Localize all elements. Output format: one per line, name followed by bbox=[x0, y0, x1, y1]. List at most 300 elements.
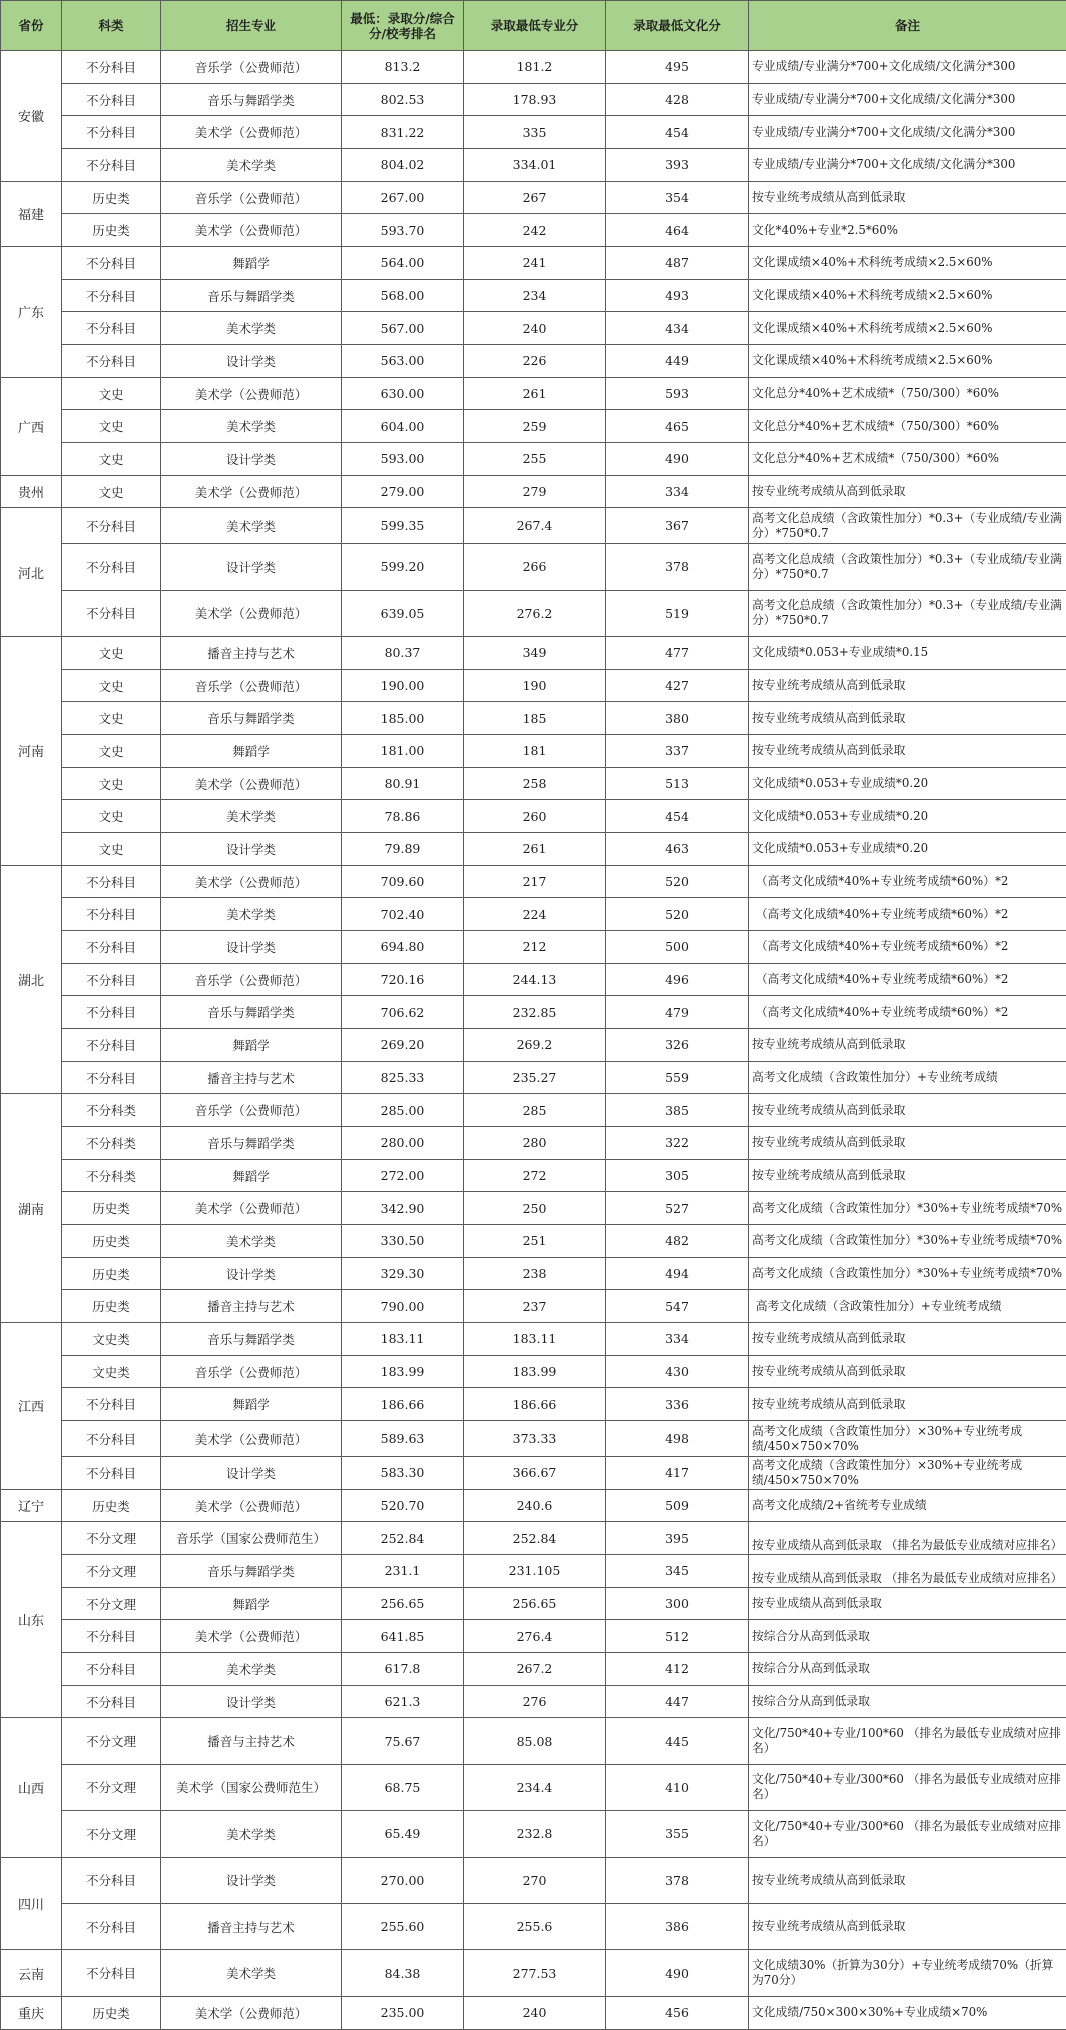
min-score-cell: 630.00 bbox=[342, 377, 464, 410]
province-cell: 广东 bbox=[1, 247, 62, 378]
category-cell: 不分文理 bbox=[62, 1764, 161, 1810]
min-score-cell: 520.70 bbox=[342, 1489, 464, 1522]
category-cell: 不分科目 bbox=[62, 149, 161, 182]
min-major-score-cell: 349 bbox=[464, 637, 606, 670]
note-cell: 文化/750*40+专业/300*60 （排名为最低专业成绩对应排名） bbox=[749, 1764, 1066, 1810]
min-score-cell: 330.50 bbox=[342, 1225, 464, 1258]
min-culture-score-cell: 305 bbox=[606, 1159, 749, 1192]
min-major-score-cell: 240.6 bbox=[464, 1489, 606, 1522]
min-major-score-cell: 244.13 bbox=[464, 963, 606, 996]
category-cell: 历史类 bbox=[62, 1996, 161, 2029]
min-score-cell: 563.00 bbox=[342, 345, 464, 378]
major-cell: 设计学类 bbox=[161, 345, 342, 378]
min-culture-score-cell: 367 bbox=[606, 508, 749, 544]
category-cell: 不分科目 bbox=[62, 1903, 161, 1949]
table-row bbox=[1, 1355, 1066, 1388]
min-culture-score-cell: 334 bbox=[606, 1323, 749, 1356]
note-cell: 高考文化成绩/2+省统考专业成绩 bbox=[749, 1489, 1066, 1522]
major-cell: 美术学类 bbox=[161, 508, 342, 544]
min-score-cell: 790.00 bbox=[342, 1290, 464, 1323]
major-cell: 美术学（公费师范） bbox=[161, 214, 342, 247]
min-culture-score-cell: 527 bbox=[606, 1192, 749, 1225]
table-row bbox=[1, 865, 1066, 898]
min-culture-score-cell: 337 bbox=[606, 735, 749, 768]
province-cell: 广西 bbox=[1, 377, 62, 475]
note-cell: 按专业统考成绩从高到低录取 bbox=[749, 1127, 1066, 1160]
table-row bbox=[1, 996, 1066, 1029]
note-cell: 高考文化总成绩（含政策性加分）*0.3+（专业成绩/专业满分）*750*0.7 bbox=[749, 544, 1066, 590]
table-row bbox=[1, 377, 1066, 410]
note-cell: 高考文化总成绩（含政策性加分）*0.3+（专业成绩/专业满分）*750*0.7 bbox=[749, 508, 1066, 544]
min-culture-score-cell: 509 bbox=[606, 1489, 749, 1522]
table-row bbox=[1, 1290, 1066, 1323]
table-row bbox=[1, 83, 1066, 116]
note-cell: （高考文化成绩*40%+专业统考成绩*60%）*2 bbox=[749, 865, 1066, 898]
table-row bbox=[1, 51, 1066, 84]
note-cell: 高考文化成绩（含政策性加分）×30%+专业统考成绩/450×750×70% bbox=[749, 1457, 1066, 1490]
table-row bbox=[1, 1323, 1066, 1356]
province-cell: 辽宁 bbox=[1, 1489, 62, 1522]
major-cell: 美术学（公费师范） bbox=[161, 377, 342, 410]
major-cell: 播音主持与艺术 bbox=[161, 637, 342, 670]
major-cell: 舞蹈学 bbox=[161, 1159, 342, 1192]
min-major-score-cell: 366.67 bbox=[464, 1457, 606, 1490]
note-cell: 按专业成绩从高到低录取 （排名为最低专业成绩对应排名） bbox=[749, 1555, 1066, 1588]
min-major-score-cell: 276 bbox=[464, 1685, 606, 1718]
category-cell: 不分科目 bbox=[62, 1620, 161, 1653]
note-cell: 专业成绩/专业满分*700+文化成绩/文化满分*300 bbox=[749, 83, 1066, 116]
min-culture-score-cell: 355 bbox=[606, 1811, 749, 1857]
min-score-cell: 270.00 bbox=[342, 1857, 464, 1903]
note-cell: 高考文化成绩（含政策性加分）*30%+专业统考成绩*70% bbox=[749, 1225, 1066, 1258]
category-cell: 文史 bbox=[62, 410, 161, 443]
table-row bbox=[1, 1764, 1066, 1810]
min-score-cell: 342.90 bbox=[342, 1192, 464, 1225]
major-cell: 设计学类 bbox=[161, 1685, 342, 1718]
min-culture-score-cell: 449 bbox=[606, 345, 749, 378]
min-major-score-cell: 242 bbox=[464, 214, 606, 247]
min-major-score-cell: 260 bbox=[464, 800, 606, 833]
major-cell: 美术学类 bbox=[161, 1811, 342, 1857]
province-cell: 重庆 bbox=[1, 1996, 62, 2029]
note-cell: 文化课成绩×40%+术科统考成绩×2.5×60% bbox=[749, 279, 1066, 312]
min-culture-score-cell: 547 bbox=[606, 1290, 749, 1323]
category-cell: 不分科目 bbox=[62, 279, 161, 312]
min-score-cell: 84.38 bbox=[342, 1950, 464, 1996]
category-cell: 不分科目 bbox=[62, 51, 161, 84]
major-cell: 美术学类 bbox=[161, 149, 342, 182]
category-cell: 文史 bbox=[62, 702, 161, 735]
min-culture-score-cell: 512 bbox=[606, 1620, 749, 1653]
table-row bbox=[1, 767, 1066, 800]
table-row bbox=[1, 247, 1066, 280]
min-major-score-cell: 237 bbox=[464, 1290, 606, 1323]
note-cell: 文化总分*40%+艺术成绩*（750/300）*60% bbox=[749, 443, 1066, 476]
min-culture-score-cell: 427 bbox=[606, 669, 749, 702]
major-cell: 音乐学（公费师范） bbox=[161, 963, 342, 996]
min-score-cell: 604.00 bbox=[342, 410, 464, 443]
min-culture-score-cell: 410 bbox=[606, 1764, 749, 1810]
min-culture-score-cell: 498 bbox=[606, 1421, 749, 1457]
major-cell: 美术学类 bbox=[161, 1225, 342, 1258]
category-cell: 不分科类 bbox=[62, 1159, 161, 1192]
note-cell: 文化成绩*0.053+专业成绩*0.20 bbox=[749, 800, 1066, 833]
category-cell: 不分科目 bbox=[62, 963, 161, 996]
min-major-score-cell: 259 bbox=[464, 410, 606, 443]
min-major-score-cell: 235.27 bbox=[464, 1061, 606, 1094]
min-culture-score-cell: 322 bbox=[606, 1127, 749, 1160]
major-cell: 美术学类 bbox=[161, 312, 342, 345]
min-major-score-cell: 334.01 bbox=[464, 149, 606, 182]
min-score-cell: 694.80 bbox=[342, 931, 464, 964]
table-row bbox=[1, 1225, 1066, 1258]
min-score-cell: 593.00 bbox=[342, 443, 464, 476]
note-cell: 专业成绩/专业满分*700+文化成绩/文化满分*300 bbox=[749, 116, 1066, 149]
major-cell: 美术学（国家公费师范生） bbox=[161, 1764, 342, 1810]
category-cell: 不分科目 bbox=[62, 1950, 161, 1996]
table-row bbox=[1, 1555, 1066, 1588]
major-cell: 美术学类 bbox=[161, 410, 342, 443]
major-cell: 音乐与舞蹈学类 bbox=[161, 702, 342, 735]
table-row bbox=[1, 1718, 1066, 1764]
min-major-score-cell: 226 bbox=[464, 345, 606, 378]
min-major-score-cell: 232.8 bbox=[464, 1811, 606, 1857]
min-culture-score-cell: 593 bbox=[606, 377, 749, 410]
min-score-cell: 79.89 bbox=[342, 833, 464, 866]
min-major-score-cell: 234 bbox=[464, 279, 606, 312]
major-cell: 美术学（公费师范） bbox=[161, 475, 342, 508]
major-cell: 设计学类 bbox=[161, 1457, 342, 1490]
note-cell: 文化总分*40%+艺术成绩*（750/300）*60% bbox=[749, 377, 1066, 410]
min-score-cell: 583.30 bbox=[342, 1457, 464, 1490]
table-row bbox=[1, 116, 1066, 149]
min-score-cell: 183.99 bbox=[342, 1355, 464, 1388]
note-cell: 按专业统考成绩从高到低录取 bbox=[749, 1857, 1066, 1903]
category-cell: 文史 bbox=[62, 443, 161, 476]
min-score-cell: 568.00 bbox=[342, 279, 464, 312]
major-cell: 音乐与舞蹈学类 bbox=[161, 1323, 342, 1356]
table-row bbox=[1, 149, 1066, 182]
min-culture-score-cell: 456 bbox=[606, 1996, 749, 2029]
category-cell: 不分科目 bbox=[62, 1388, 161, 1421]
min-score-cell: 75.67 bbox=[342, 1718, 464, 1764]
note-cell: 文化总分*40%+艺术成绩*（750/300）*60% bbox=[749, 410, 1066, 443]
category-cell: 文史 bbox=[62, 767, 161, 800]
min-major-score-cell: 270 bbox=[464, 1857, 606, 1903]
category-cell: 历史类 bbox=[62, 1192, 161, 1225]
min-score-cell: 567.00 bbox=[342, 312, 464, 345]
min-score-cell: 706.62 bbox=[342, 996, 464, 1029]
major-cell: 音乐与舞蹈学类 bbox=[161, 279, 342, 312]
min-major-score-cell: 285 bbox=[464, 1094, 606, 1127]
category-cell: 不分文理 bbox=[62, 1587, 161, 1620]
category-cell: 不分文理 bbox=[62, 1718, 161, 1764]
min-major-score-cell: 266 bbox=[464, 544, 606, 590]
table-row bbox=[1, 1457, 1066, 1490]
table-row bbox=[1, 410, 1066, 443]
table-row bbox=[1, 931, 1066, 964]
category-cell: 历史类 bbox=[62, 1290, 161, 1323]
min-major-score-cell: 276.4 bbox=[464, 1620, 606, 1653]
header-min-culture-score: 录取最低文化分 bbox=[606, 1, 749, 51]
header-category: 科类 bbox=[62, 1, 161, 51]
note-cell: 文化*40%+专业*2.5*60% bbox=[749, 214, 1066, 247]
major-cell: 舞蹈学 bbox=[161, 1388, 342, 1421]
major-cell: 音乐学（公费师范） bbox=[161, 1094, 342, 1127]
note-cell: 专业成绩/专业满分*700+文化成绩/文化满分*300 bbox=[749, 149, 1066, 182]
min-score-cell: 186.66 bbox=[342, 1388, 464, 1421]
category-cell: 不分科目 bbox=[62, 508, 161, 544]
min-culture-score-cell: 482 bbox=[606, 1225, 749, 1258]
min-major-score-cell: 267 bbox=[464, 181, 606, 214]
major-cell: 播音主持与艺术 bbox=[161, 1903, 342, 1949]
note-cell: 高考文化总成绩（含政策性加分）*0.3+（专业成绩/专业满分）*750*0.7 bbox=[749, 590, 1066, 636]
note-cell: 文化成绩*0.053+专业成绩*0.20 bbox=[749, 833, 1066, 866]
min-major-score-cell: 183.99 bbox=[464, 1355, 606, 1388]
table-row bbox=[1, 508, 1066, 544]
note-cell: 按专业统考成绩从高到低录取 bbox=[749, 181, 1066, 214]
min-score-cell: 68.75 bbox=[342, 1764, 464, 1810]
major-cell: 美术学类 bbox=[161, 1950, 342, 1996]
min-major-score-cell: 272 bbox=[464, 1159, 606, 1192]
min-culture-score-cell: 380 bbox=[606, 702, 749, 735]
min-score-cell: 65.49 bbox=[342, 1811, 464, 1857]
header-min-score: 最低：录取分/综合分/校考排名 bbox=[342, 1, 464, 51]
table-row bbox=[1, 1421, 1066, 1457]
min-culture-score-cell: 454 bbox=[606, 116, 749, 149]
header-note: 备注 bbox=[749, 1, 1066, 51]
min-score-cell: 80.91 bbox=[342, 767, 464, 800]
min-score-cell: 709.60 bbox=[342, 865, 464, 898]
province-cell: 安徽 bbox=[1, 51, 62, 182]
note-cell: （高考文化成绩*40%+专业统考成绩*60%）*2 bbox=[749, 931, 1066, 964]
min-score-cell: 804.02 bbox=[342, 149, 464, 182]
major-cell: 美术学（公费师范） bbox=[161, 865, 342, 898]
note-cell: 按综合分从高到低录取 bbox=[749, 1653, 1066, 1686]
category-cell: 历史类 bbox=[62, 181, 161, 214]
note-cell: （高考文化成绩*40%+专业统考成绩*60%）*2 bbox=[749, 996, 1066, 1029]
min-major-score-cell: 238 bbox=[464, 1257, 606, 1290]
min-major-score-cell: 241 bbox=[464, 247, 606, 280]
major-cell: 音乐学（公费师范） bbox=[161, 669, 342, 702]
table-row bbox=[1, 1522, 1066, 1555]
note-cell: 文化成绩*0.053+专业成绩*0.15 bbox=[749, 637, 1066, 670]
min-culture-score-cell: 378 bbox=[606, 1857, 749, 1903]
min-culture-score-cell: 326 bbox=[606, 1029, 749, 1062]
min-culture-score-cell: 495 bbox=[606, 51, 749, 84]
table-row bbox=[1, 1029, 1066, 1062]
min-major-score-cell: 255.6 bbox=[464, 1903, 606, 1949]
min-score-cell: 252.84 bbox=[342, 1522, 464, 1555]
min-culture-score-cell: 513 bbox=[606, 767, 749, 800]
min-culture-score-cell: 493 bbox=[606, 279, 749, 312]
province-cell: 山西 bbox=[1, 1718, 62, 1857]
min-culture-score-cell: 393 bbox=[606, 149, 749, 182]
min-culture-score-cell: 428 bbox=[606, 83, 749, 116]
note-cell: 按专业成绩从高到低录取 bbox=[749, 1587, 1066, 1620]
note-cell: 文化课成绩×40%+术科统考成绩×2.5×60% bbox=[749, 247, 1066, 280]
header-province: 省份 bbox=[1, 1, 62, 51]
min-major-score-cell: 181.2 bbox=[464, 51, 606, 84]
table-row bbox=[1, 1996, 1066, 2029]
table-row bbox=[1, 312, 1066, 345]
table-row bbox=[1, 702, 1066, 735]
category-cell: 不分科目 bbox=[62, 312, 161, 345]
province-cell: 河南 bbox=[1, 637, 62, 866]
min-culture-score-cell: 430 bbox=[606, 1355, 749, 1388]
category-cell: 不分文理 bbox=[62, 1555, 161, 1588]
min-culture-score-cell: 354 bbox=[606, 181, 749, 214]
min-score-cell: 235.00 bbox=[342, 1996, 464, 2029]
category-cell: 不分科目 bbox=[62, 83, 161, 116]
min-major-score-cell: 185 bbox=[464, 702, 606, 735]
min-culture-score-cell: 386 bbox=[606, 1903, 749, 1949]
min-major-score-cell: 250 bbox=[464, 1192, 606, 1225]
min-score-cell: 641.85 bbox=[342, 1620, 464, 1653]
category-cell: 历史类 bbox=[62, 1225, 161, 1258]
min-major-score-cell: 183.11 bbox=[464, 1323, 606, 1356]
min-major-score-cell: 280 bbox=[464, 1127, 606, 1160]
major-cell: 设计学类 bbox=[161, 544, 342, 590]
category-cell: 文史类 bbox=[62, 1355, 161, 1388]
major-cell: 美术学（公费师范） bbox=[161, 590, 342, 636]
min-major-score-cell: 258 bbox=[464, 767, 606, 800]
category-cell: 不分科目 bbox=[62, 996, 161, 1029]
table-row bbox=[1, 637, 1066, 670]
min-culture-score-cell: 500 bbox=[606, 931, 749, 964]
province-cell: 湖北 bbox=[1, 865, 62, 1094]
min-culture-score-cell: 520 bbox=[606, 898, 749, 931]
note-cell: 按专业统考成绩从高到低录取 bbox=[749, 669, 1066, 702]
min-culture-score-cell: 454 bbox=[606, 800, 749, 833]
major-cell: 播音主持与艺术 bbox=[161, 1061, 342, 1094]
category-cell: 不分科目 bbox=[62, 1421, 161, 1457]
major-cell: 美术学类 bbox=[161, 898, 342, 931]
major-cell: 美术学类 bbox=[161, 800, 342, 833]
min-culture-score-cell: 465 bbox=[606, 410, 749, 443]
category-cell: 不分科目 bbox=[62, 1061, 161, 1094]
table-row bbox=[1, 800, 1066, 833]
min-score-cell: 599.20 bbox=[342, 544, 464, 590]
table-row bbox=[1, 590, 1066, 636]
min-score-cell: 78.86 bbox=[342, 800, 464, 833]
table-row bbox=[1, 1489, 1066, 1522]
min-score-cell: 621.3 bbox=[342, 1685, 464, 1718]
min-score-cell: 231.1 bbox=[342, 1555, 464, 1588]
min-culture-score-cell: 345 bbox=[606, 1555, 749, 1588]
province-cell: 四川 bbox=[1, 1857, 62, 1950]
min-score-cell: 255.60 bbox=[342, 1903, 464, 1949]
major-cell: 设计学类 bbox=[161, 1857, 342, 1903]
min-score-cell: 564.00 bbox=[342, 247, 464, 280]
min-score-cell: 280.00 bbox=[342, 1127, 464, 1160]
min-major-score-cell: 212 bbox=[464, 931, 606, 964]
min-major-score-cell: 279 bbox=[464, 475, 606, 508]
note-cell: 专业成绩/专业满分*700+文化成绩/文化满分*300 bbox=[749, 51, 1066, 84]
category-cell: 文史 bbox=[62, 833, 161, 866]
major-cell: 音乐与舞蹈学类 bbox=[161, 83, 342, 116]
note-cell: 高考文化成绩（含政策性加分）+专业统考成绩 bbox=[749, 1061, 1066, 1094]
category-cell: 不分科目 bbox=[62, 1857, 161, 1903]
note-cell: 按专业成绩从高到低录取 （排名为最低专业成绩对应排名） bbox=[749, 1522, 1066, 1555]
category-cell: 不分科目 bbox=[62, 247, 161, 280]
min-culture-score-cell: 412 bbox=[606, 1653, 749, 1686]
min-culture-score-cell: 445 bbox=[606, 1718, 749, 1764]
min-major-score-cell: 231.105 bbox=[464, 1555, 606, 1588]
province-cell: 贵州 bbox=[1, 475, 62, 508]
table-row bbox=[1, 1950, 1066, 1996]
min-score-cell: 617.8 bbox=[342, 1653, 464, 1686]
min-culture-score-cell: 479 bbox=[606, 996, 749, 1029]
table-row bbox=[1, 898, 1066, 931]
major-cell: 音乐与舞蹈学类 bbox=[161, 1127, 342, 1160]
table-row bbox=[1, 279, 1066, 312]
header-min-major-score: 录取最低专业分 bbox=[464, 1, 606, 51]
note-cell: 按综合分从高到低录取 bbox=[749, 1620, 1066, 1653]
min-major-score-cell: 261 bbox=[464, 833, 606, 866]
category-cell: 不分科类 bbox=[62, 1127, 161, 1160]
category-cell: 不分科目 bbox=[62, 1685, 161, 1718]
note-cell: 高考文化成绩（含政策性加分）+专业统考成绩 bbox=[749, 1290, 1066, 1323]
note-cell: 按综合分从高到低录取 bbox=[749, 1685, 1066, 1718]
note-cell: 按专业统考成绩从高到低录取 bbox=[749, 1323, 1066, 1356]
min-major-score-cell: 277.53 bbox=[464, 1950, 606, 1996]
province-cell: 江西 bbox=[1, 1323, 62, 1490]
major-cell: 美术学类 bbox=[161, 1653, 342, 1686]
min-major-score-cell: 186.66 bbox=[464, 1388, 606, 1421]
min-culture-score-cell: 300 bbox=[606, 1587, 749, 1620]
note-cell: 文化/750*40+专业/100*60 （排名为最低专业成绩对应排名） bbox=[749, 1718, 1066, 1764]
category-cell: 不分科目 bbox=[62, 1029, 161, 1062]
min-major-score-cell: 255 bbox=[464, 443, 606, 476]
table-row bbox=[1, 1388, 1066, 1421]
min-score-cell: 593.70 bbox=[342, 214, 464, 247]
min-major-score-cell: 269.2 bbox=[464, 1029, 606, 1062]
min-major-score-cell: 256.65 bbox=[464, 1587, 606, 1620]
min-major-score-cell: 267.2 bbox=[464, 1653, 606, 1686]
note-cell: 按专业统考成绩从高到低录取 bbox=[749, 1029, 1066, 1062]
min-major-score-cell: 217 bbox=[464, 865, 606, 898]
header-major: 招生专业 bbox=[161, 1, 342, 51]
table-row bbox=[1, 345, 1066, 378]
min-major-score-cell: 240 bbox=[464, 312, 606, 345]
major-cell: 美术学（公费师范） bbox=[161, 1620, 342, 1653]
table-row bbox=[1, 1061, 1066, 1094]
min-major-score-cell: 251 bbox=[464, 1225, 606, 1258]
table-row bbox=[1, 1094, 1066, 1127]
note-cell: 按专业统考成绩从高到低录取 bbox=[749, 702, 1066, 735]
table-row bbox=[1, 1857, 1066, 1903]
note-cell: 高考文化成绩（含政策性加分）*30%+专业统考成绩*70% bbox=[749, 1192, 1066, 1225]
table-row bbox=[1, 1811, 1066, 1857]
min-culture-score-cell: 434 bbox=[606, 312, 749, 345]
min-major-score-cell: 224 bbox=[464, 898, 606, 931]
note-cell: 高考文化成绩（含政策性加分）×30%+专业统考成绩/450×750×70% bbox=[749, 1421, 1066, 1457]
table-row bbox=[1, 214, 1066, 247]
min-score-cell: 329.30 bbox=[342, 1257, 464, 1290]
min-major-score-cell: 234.4 bbox=[464, 1764, 606, 1810]
category-cell: 不分科目 bbox=[62, 1457, 161, 1490]
note-cell: 文化成绩30%（折算为30分）+专业统考成绩70%（折算为70分） bbox=[749, 1950, 1066, 1996]
min-culture-score-cell: 520 bbox=[606, 865, 749, 898]
min-culture-score-cell: 477 bbox=[606, 637, 749, 670]
min-score-cell: 802.53 bbox=[342, 83, 464, 116]
note-cell: 按专业统考成绩从高到低录取 bbox=[749, 1388, 1066, 1421]
min-major-score-cell: 181 bbox=[464, 735, 606, 768]
province-cell: 湖南 bbox=[1, 1094, 62, 1323]
major-cell: 美术学（公费师范） bbox=[161, 1421, 342, 1457]
category-cell: 文史 bbox=[62, 637, 161, 670]
